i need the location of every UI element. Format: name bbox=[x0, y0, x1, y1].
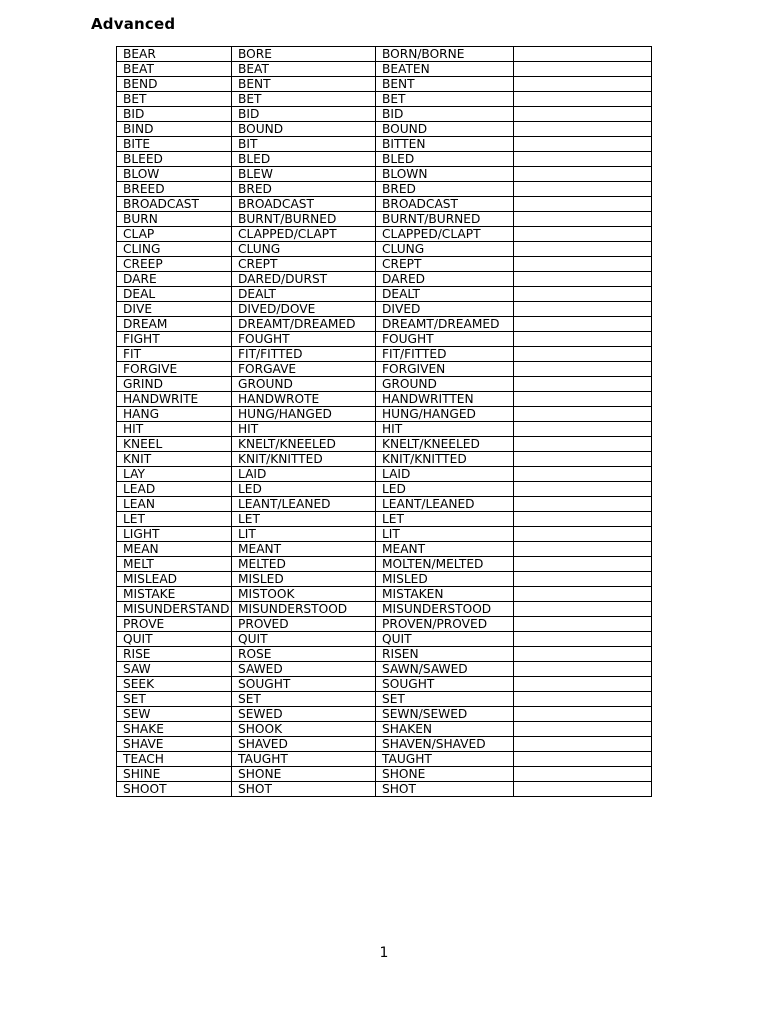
base-form-cell: DEAL bbox=[117, 287, 232, 302]
notes-cell bbox=[514, 152, 652, 167]
base-form-cell: HANDWRITE bbox=[117, 392, 232, 407]
base-form-cell: SHAVE bbox=[117, 737, 232, 752]
notes-cell bbox=[514, 257, 652, 272]
notes-cell bbox=[514, 392, 652, 407]
table-row bbox=[117, 752, 652, 767]
past-participle-cell: FORGIVEN bbox=[376, 362, 514, 377]
past-simple-cell: SHONE bbox=[232, 767, 376, 782]
table-row bbox=[117, 677, 652, 692]
past-participle-cell: SHOT bbox=[376, 782, 514, 797]
past-simple-cell: GROUND bbox=[232, 377, 376, 392]
past-simple-cell: BROADCAST bbox=[232, 197, 376, 212]
table-row bbox=[117, 242, 652, 257]
past-simple-cell: CLAPPED/CLAPT bbox=[232, 227, 376, 242]
notes-cell bbox=[514, 212, 652, 227]
notes-cell bbox=[514, 632, 652, 647]
notes-cell bbox=[514, 272, 652, 287]
table-row bbox=[117, 467, 652, 482]
base-form-cell: CLAP bbox=[117, 227, 232, 242]
past-simple-cell: DARED/DURST bbox=[232, 272, 376, 287]
base-form-cell: LIGHT bbox=[117, 527, 232, 542]
past-participle-cell: DREAMT/DREAMED bbox=[376, 317, 514, 332]
past-participle-cell: CLUNG bbox=[376, 242, 514, 257]
verbs-table-body bbox=[117, 47, 652, 797]
past-simple-cell: LAID bbox=[232, 467, 376, 482]
notes-cell bbox=[514, 197, 652, 212]
past-participle-cell: PROVEN/PROVED bbox=[376, 617, 514, 632]
table-row bbox=[117, 227, 652, 242]
base-form-cell: CREEP bbox=[117, 257, 232, 272]
base-form-cell: LET bbox=[117, 512, 232, 527]
table-row bbox=[117, 452, 652, 467]
past-simple-cell: BLEW bbox=[232, 167, 376, 182]
notes-cell bbox=[514, 122, 652, 137]
table-row bbox=[117, 527, 652, 542]
base-form-cell: SAW bbox=[117, 662, 232, 677]
past-participle-cell: BET bbox=[376, 92, 514, 107]
table-row bbox=[117, 47, 652, 62]
irregular-verbs-table bbox=[116, 46, 652, 797]
notes-cell bbox=[514, 47, 652, 62]
past-participle-cell: LIT bbox=[376, 527, 514, 542]
base-form-cell: BROADCAST bbox=[117, 197, 232, 212]
base-form-cell: PROVE bbox=[117, 617, 232, 632]
past-simple-cell: SAWED bbox=[232, 662, 376, 677]
past-participle-cell: SET bbox=[376, 692, 514, 707]
base-form-cell: FIGHT bbox=[117, 332, 232, 347]
past-participle-cell: KNIT/KNITTED bbox=[376, 452, 514, 467]
table-row bbox=[117, 377, 652, 392]
table-row bbox=[117, 422, 652, 437]
past-simple-cell: SOUGHT bbox=[232, 677, 376, 692]
past-participle-cell: BID bbox=[376, 107, 514, 122]
notes-cell bbox=[514, 182, 652, 197]
past-simple-cell: HIT bbox=[232, 422, 376, 437]
base-form-cell: SHINE bbox=[117, 767, 232, 782]
past-participle-cell: BOUND bbox=[376, 122, 514, 137]
past-participle-cell: CREPT bbox=[376, 257, 514, 272]
base-form-cell: BIND bbox=[117, 122, 232, 137]
notes-cell bbox=[514, 317, 652, 332]
base-form-cell: LEAN bbox=[117, 497, 232, 512]
notes-cell bbox=[514, 662, 652, 677]
past-simple-cell: PROVED bbox=[232, 617, 376, 632]
table-row bbox=[117, 512, 652, 527]
table-row bbox=[117, 602, 652, 617]
past-participle-cell: BITTEN bbox=[376, 137, 514, 152]
past-participle-cell: GROUND bbox=[376, 377, 514, 392]
past-participle-cell: BEATEN bbox=[376, 62, 514, 77]
base-form-cell: GRIND bbox=[117, 377, 232, 392]
past-simple-cell: MEANT bbox=[232, 542, 376, 557]
past-simple-cell: LIT bbox=[232, 527, 376, 542]
base-form-cell: HANG bbox=[117, 407, 232, 422]
table-row bbox=[117, 437, 652, 452]
notes-cell bbox=[514, 332, 652, 347]
past-participle-cell: MOLTEN/MELTED bbox=[376, 557, 514, 572]
base-form-cell: BURN bbox=[117, 212, 232, 227]
base-form-cell: MELT bbox=[117, 557, 232, 572]
past-simple-cell: SHAVED bbox=[232, 737, 376, 752]
notes-cell bbox=[514, 227, 652, 242]
table-row bbox=[117, 122, 652, 137]
table-row bbox=[117, 587, 652, 602]
notes-cell bbox=[514, 137, 652, 152]
base-form-cell: KNEEL bbox=[117, 437, 232, 452]
notes-cell bbox=[514, 767, 652, 782]
table-row bbox=[117, 317, 652, 332]
past-simple-cell: KNELT/KNEELED bbox=[232, 437, 376, 452]
base-form-cell: SEEK bbox=[117, 677, 232, 692]
notes-cell bbox=[514, 422, 652, 437]
past-simple-cell: DREAMT/DREAMED bbox=[232, 317, 376, 332]
base-form-cell: KNIT bbox=[117, 452, 232, 467]
notes-cell bbox=[514, 512, 652, 527]
base-form-cell: LEAD bbox=[117, 482, 232, 497]
base-form-cell: MISLEAD bbox=[117, 572, 232, 587]
notes-cell bbox=[514, 167, 652, 182]
past-participle-cell: HUNG/HANGED bbox=[376, 407, 514, 422]
table-row bbox=[117, 557, 652, 572]
table-row bbox=[117, 707, 652, 722]
past-simple-cell: BORE bbox=[232, 47, 376, 62]
past-simple-cell: BOUND bbox=[232, 122, 376, 137]
base-form-cell: BLEED bbox=[117, 152, 232, 167]
base-form-cell: BEND bbox=[117, 77, 232, 92]
notes-cell bbox=[514, 527, 652, 542]
notes-cell bbox=[514, 497, 652, 512]
page-number: 1 bbox=[379, 945, 389, 961]
table-row bbox=[117, 722, 652, 737]
base-form-cell: BREED bbox=[117, 182, 232, 197]
past-participle-cell: BORN/BORNE bbox=[376, 47, 514, 62]
notes-cell bbox=[514, 542, 652, 557]
past-simple-cell: TAUGHT bbox=[232, 752, 376, 767]
past-participle-cell: SHAVEN/SHAVED bbox=[376, 737, 514, 752]
base-form-cell: BLOW bbox=[117, 167, 232, 182]
past-simple-cell: MELTED bbox=[232, 557, 376, 572]
base-form-cell: HIT bbox=[117, 422, 232, 437]
past-participle-cell: BENT bbox=[376, 77, 514, 92]
past-simple-cell: FORGAVE bbox=[232, 362, 376, 377]
past-simple-cell: LED bbox=[232, 482, 376, 497]
table-row bbox=[117, 77, 652, 92]
past-simple-cell: HANDWROTE bbox=[232, 392, 376, 407]
base-form-cell: RISE bbox=[117, 647, 232, 662]
past-participle-cell: HIT bbox=[376, 422, 514, 437]
past-simple-cell: LEANT/LEANED bbox=[232, 497, 376, 512]
past-participle-cell: LEANT/LEANED bbox=[376, 497, 514, 512]
notes-cell bbox=[514, 737, 652, 752]
base-form-cell: DIVE bbox=[117, 302, 232, 317]
notes-cell bbox=[514, 62, 652, 77]
past-participle-cell: CLAPPED/CLAPT bbox=[376, 227, 514, 242]
past-participle-cell: BURNT/BURNED bbox=[376, 212, 514, 227]
base-form-cell: BET bbox=[117, 92, 232, 107]
notes-cell bbox=[514, 377, 652, 392]
base-form-cell: SHOOT bbox=[117, 782, 232, 797]
base-form-cell: TEACH bbox=[117, 752, 232, 767]
table-row bbox=[117, 692, 652, 707]
past-simple-cell: MISTOOK bbox=[232, 587, 376, 602]
past-simple-cell: SEWED bbox=[232, 707, 376, 722]
notes-cell bbox=[514, 707, 652, 722]
table-row bbox=[117, 287, 652, 302]
table-row bbox=[117, 137, 652, 152]
table-row bbox=[117, 782, 652, 797]
table-row bbox=[117, 737, 652, 752]
table-row bbox=[117, 257, 652, 272]
notes-cell bbox=[514, 467, 652, 482]
base-form-cell: LAY bbox=[117, 467, 232, 482]
base-form-cell: BEAT bbox=[117, 62, 232, 77]
notes-cell bbox=[514, 92, 652, 107]
past-simple-cell: BET bbox=[232, 92, 376, 107]
base-form-cell: DREAM bbox=[117, 317, 232, 332]
past-simple-cell: BURNT/BURNED bbox=[232, 212, 376, 227]
past-simple-cell: SHOT bbox=[232, 782, 376, 797]
past-participle-cell: RISEN bbox=[376, 647, 514, 662]
notes-cell bbox=[514, 647, 652, 662]
past-participle-cell: SHAKEN bbox=[376, 722, 514, 737]
base-form-cell: SET bbox=[117, 692, 232, 707]
notes-cell bbox=[514, 107, 652, 122]
past-simple-cell: KNIT/KNITTED bbox=[232, 452, 376, 467]
notes-cell bbox=[514, 407, 652, 422]
past-participle-cell: FIT/FITTED bbox=[376, 347, 514, 362]
notes-cell bbox=[514, 752, 652, 767]
table-row bbox=[117, 92, 652, 107]
table-row bbox=[117, 632, 652, 647]
past-participle-cell: MISUNDERSTOOD bbox=[376, 602, 514, 617]
notes-cell bbox=[514, 347, 652, 362]
base-form-cell: BID bbox=[117, 107, 232, 122]
table-row bbox=[117, 167, 652, 182]
past-participle-cell: LED bbox=[376, 482, 514, 497]
table-row bbox=[117, 62, 652, 77]
notes-cell bbox=[514, 242, 652, 257]
base-form-cell: MEAN bbox=[117, 542, 232, 557]
past-participle-cell: KNELT/KNEELED bbox=[376, 437, 514, 452]
base-form-cell: BITE bbox=[117, 137, 232, 152]
table-row bbox=[117, 497, 652, 512]
table-row bbox=[117, 197, 652, 212]
past-simple-cell: HUNG/HANGED bbox=[232, 407, 376, 422]
past-simple-cell: DIVED/DOVE bbox=[232, 302, 376, 317]
notes-cell bbox=[514, 677, 652, 692]
notes-cell bbox=[514, 482, 652, 497]
past-participle-cell: TAUGHT bbox=[376, 752, 514, 767]
table-row bbox=[117, 212, 652, 227]
table-row bbox=[117, 647, 652, 662]
past-participle-cell: BLED bbox=[376, 152, 514, 167]
past-participle-cell: MEANT bbox=[376, 542, 514, 557]
past-simple-cell: DEALT bbox=[232, 287, 376, 302]
notes-cell bbox=[514, 437, 652, 452]
notes-cell bbox=[514, 602, 652, 617]
past-participle-cell: BLOWN bbox=[376, 167, 514, 182]
base-form-cell: FORGIVE bbox=[117, 362, 232, 377]
past-simple-cell: SHOOK bbox=[232, 722, 376, 737]
notes-cell bbox=[514, 287, 652, 302]
base-form-cell: MISTAKE bbox=[117, 587, 232, 602]
notes-cell bbox=[514, 572, 652, 587]
past-simple-cell: SET bbox=[232, 692, 376, 707]
past-simple-cell: FOUGHT bbox=[232, 332, 376, 347]
past-participle-cell: DARED bbox=[376, 272, 514, 287]
past-participle-cell: HANDWRITTEN bbox=[376, 392, 514, 407]
base-form-cell: SHAKE bbox=[117, 722, 232, 737]
base-form-cell: CLING bbox=[117, 242, 232, 257]
table-row bbox=[117, 392, 652, 407]
past-participle-cell: QUIT bbox=[376, 632, 514, 647]
table-row bbox=[117, 347, 652, 362]
table-row bbox=[117, 107, 652, 122]
past-participle-cell: SHONE bbox=[376, 767, 514, 782]
table-row bbox=[117, 407, 652, 422]
past-participle-cell: DIVED bbox=[376, 302, 514, 317]
past-simple-cell: BIT bbox=[232, 137, 376, 152]
table-row bbox=[117, 332, 652, 347]
past-simple-cell: BRED bbox=[232, 182, 376, 197]
table-row bbox=[117, 617, 652, 632]
base-form-cell: BEAR bbox=[117, 47, 232, 62]
notes-cell bbox=[514, 362, 652, 377]
past-participle-cell: DEALT bbox=[376, 287, 514, 302]
notes-cell bbox=[514, 692, 652, 707]
notes-cell bbox=[514, 722, 652, 737]
base-form-cell: MISUNDERSTAND bbox=[117, 602, 232, 617]
past-simple-cell: QUIT bbox=[232, 632, 376, 647]
past-simple-cell: BLED bbox=[232, 152, 376, 167]
past-simple-cell: MISLED bbox=[232, 572, 376, 587]
past-participle-cell: SAWN/SAWED bbox=[376, 662, 514, 677]
past-participle-cell: BROADCAST bbox=[376, 197, 514, 212]
past-participle-cell: LET bbox=[376, 512, 514, 527]
past-simple-cell: BID bbox=[232, 107, 376, 122]
past-participle-cell: MISLED bbox=[376, 572, 514, 587]
notes-cell bbox=[514, 782, 652, 797]
past-simple-cell: ROSE bbox=[232, 647, 376, 662]
past-simple-cell: CLUNG bbox=[232, 242, 376, 257]
notes-cell bbox=[514, 617, 652, 632]
table-row bbox=[117, 542, 652, 557]
past-simple-cell: BENT bbox=[232, 77, 376, 92]
base-form-cell: SEW bbox=[117, 707, 232, 722]
table-row bbox=[117, 152, 652, 167]
past-simple-cell: MISUNDERSTOOD bbox=[232, 602, 376, 617]
table-row bbox=[117, 482, 652, 497]
table-row bbox=[117, 302, 652, 317]
base-form-cell: FIT bbox=[117, 347, 232, 362]
table-row bbox=[117, 362, 652, 377]
past-simple-cell: CREPT bbox=[232, 257, 376, 272]
page-title: Advanced bbox=[91, 15, 176, 33]
table-row bbox=[117, 572, 652, 587]
table-row bbox=[117, 272, 652, 287]
past-participle-cell: SEWN/SEWED bbox=[376, 707, 514, 722]
past-participle-cell: BRED bbox=[376, 182, 514, 197]
base-form-cell: QUIT bbox=[117, 632, 232, 647]
notes-cell bbox=[514, 557, 652, 572]
past-simple-cell: LET bbox=[232, 512, 376, 527]
notes-cell bbox=[514, 587, 652, 602]
table-row bbox=[117, 662, 652, 677]
table-row bbox=[117, 182, 652, 197]
notes-cell bbox=[514, 77, 652, 92]
notes-cell bbox=[514, 302, 652, 317]
table-row bbox=[117, 767, 652, 782]
past-simple-cell: BEAT bbox=[232, 62, 376, 77]
past-participle-cell: FOUGHT bbox=[376, 332, 514, 347]
past-participle-cell: MISTAKEN bbox=[376, 587, 514, 602]
base-form-cell: DARE bbox=[117, 272, 232, 287]
past-simple-cell: FIT/FITTED bbox=[232, 347, 376, 362]
notes-cell bbox=[514, 452, 652, 467]
past-participle-cell: SOUGHT bbox=[376, 677, 514, 692]
past-participle-cell: LAID bbox=[376, 467, 514, 482]
